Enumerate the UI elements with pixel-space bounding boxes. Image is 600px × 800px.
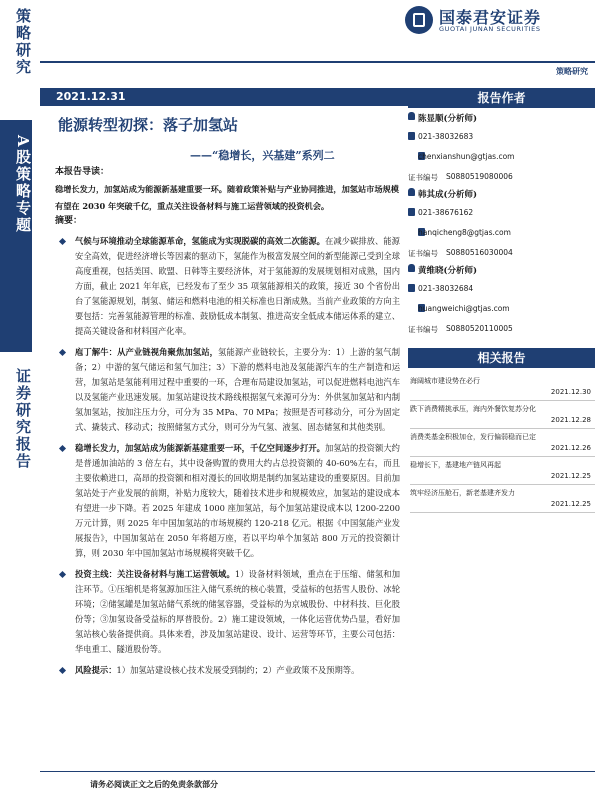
bullet-lead: 庖丁解牛：从产业链视角聚焦加氢站， — [75, 347, 219, 357]
author-cert-label: 证书编号 — [408, 325, 438, 334]
related-report-date: 2021.12.25 — [550, 500, 591, 508]
header-divider — [40, 61, 595, 63]
report-date: 2021.12.31 — [56, 90, 126, 103]
author-name: 陈显顺(分析师) — [418, 114, 478, 124]
summary-bullet — [55, 345, 400, 435]
bullet-diamond-icon — [59, 571, 66, 578]
brand-mark-icon — [405, 6, 433, 34]
phone-icon — [408, 284, 415, 292]
related-report-date: 2021.12.25 — [550, 472, 591, 480]
summary-bullet — [55, 663, 400, 678]
authors-heading: 报告作者 — [408, 88, 595, 108]
summary-bullet — [55, 567, 400, 657]
author-cert-number: S0880520110005 — [446, 324, 513, 333]
author-cert-label: 证书编号 — [408, 173, 438, 182]
report-body — [55, 165, 400, 678]
footer-divider — [40, 771, 595, 772]
related-divider — [410, 484, 595, 485]
report-subtitle: ——“稳增长，兴基建”系列二 — [190, 149, 335, 162]
sidebar-top-label: 策略研究 — [14, 8, 32, 76]
related-report-title[interactable]: 海阔城市建设势在必行 — [410, 377, 480, 385]
phone-icon — [408, 132, 415, 140]
author-phone: 021-38032684 — [418, 284, 474, 293]
author-email[interactable]: hanqicheng8@gtjas.com — [418, 228, 511, 237]
summary-label: 摘要： — [55, 216, 83, 226]
brand-name-en: GUOTAI JUNAN SECURITIES — [439, 25, 541, 33]
related-divider — [410, 400, 595, 401]
footer-disclaimer: 请务必阅读正文之后的免责条款部分 — [90, 779, 218, 789]
brand-name-cn: 国泰君安证券 — [439, 8, 542, 27]
author-cert-label: 证书编号 — [408, 249, 438, 258]
author-email[interactable]: huangweichi@gtjas.com — [418, 304, 510, 313]
bullet-lead: 投资主线：关注设备材料与施工运营领域。 — [75, 569, 235, 579]
bullet-text: 1）加氢站建设核心技术发展受到制约；2）产业政策不及预期等。 — [116, 665, 360, 675]
author-phone: 021-38676162 — [418, 208, 474, 217]
bullet-text: 在减少碳排放、能源安全高效，促进经济增长等因素的驱动下，氢能作为极富发展空间的新型能源己受到全球高度重视，包括美国、欧盟、日韩等主要经济体，对于氢能源的发展规划相对成熟，国内方面，截止 2021 年年底，已经发布了至少 35 项氢能源相关的政策，接近 30 个省份出台了氢能源规划，制氢、储运和燃料电池的相关标准也日渐成熟。当前产业政策的方向主要包括：完善氢能源管理的标准、鼓励低成本制氢、推进高安全低成本储运体系的建立、提高关键设备和材料国产化率。 — [75, 236, 400, 336]
author-name: 黄维晓(分析师) — [418, 266, 478, 276]
person-icon — [408, 112, 415, 120]
summary-bullet — [55, 441, 400, 561]
guide-text: 稳增长发力，加氢站成为能源新基建重要一环。随着政策补贴与产业协同推进，加氢站市场规模有望在 2030 年突破千亿，重点关注设备材料与施工运营领域的投资机会。 — [55, 184, 399, 211]
author-phone: 021-38032683 — [418, 132, 474, 141]
person-icon — [408, 264, 415, 272]
report-category: 策略研究 — [556, 67, 588, 76]
bullet-text: 1）设备材料领域，重点在于压缩、储氢和加注环节。①压缩机是将氢源加压注入储气系统的核心装置，受益标的包括雪人股份、冰轮环境；②储氢罐是加氢站储气系统的储氢容器，受益标的为京城股份、中材科技、巨化股份等；③加氢设备受益标的厚普股份。2）施工建设领域，一体化运营优势凸显，看好加氢站核心装备提供商。具体来看，涉及加氢站建设、设计、运营等环节，主要公司包括：华电重工、隧道股份等。 — [75, 569, 400, 654]
bullet-text: 加氢站的投资额大约是普通加油站的 3 倍左右，其中设备购置的费用大约占总投资额的 40-60%左右，而且主要依赖进口，高昂的投资额和相对漫长的回收期是制约加氢站建设的重要原因。目前加氢站处于产业发展的前期，补贴力度较大，随着技术进步和规模效应，加氢站的建设成本有望进一步下降。若 2025 年建成 1000 座加氢站，每个加氢站建设成本以 1200-2200 万元计算，则 2025 年中国加氢站的市场规模约 120-218 亿元。根据《中国氢能产业发展报告》，中国加氢站在 2050 年将超万座，若以平均单个加氢站 800 万元的投资额计算，则 2030 年中国加氢站市场规模将突破千亿。 — [75, 443, 400, 558]
left-sidebar — [0, 0, 32, 800]
author-cert-number: S0880519080006 — [446, 172, 513, 181]
guide-label: 本报告导读： — [55, 167, 110, 177]
bullet-lead: 稳增长发力，加氢站成为能源新基建重要一环，千亿空间逐步打开。 — [75, 443, 326, 453]
related-divider — [410, 456, 595, 457]
summary-bullet — [55, 234, 400, 339]
related-report-title[interactable]: 消费类基金积极加仓，发行偏弱稳而已定 — [410, 433, 536, 441]
related-divider — [410, 428, 595, 429]
author-cert-number: S0880516030004 — [446, 248, 513, 257]
bullet-diamond-icon — [59, 667, 66, 674]
person-icon — [408, 188, 415, 196]
phone-icon — [408, 208, 415, 216]
related-heading: 相关报告 — [408, 348, 595, 368]
related-report-title[interactable]: 跌下消费精挑承压，海内外餐饮复苏分化 — [410, 405, 536, 413]
sidebar-mid-label: A股策略专题 — [14, 135, 32, 234]
bullet-lead: 气候与环境推动全球能源革命，氢能成为实现脱碳的高效二次能源。 — [75, 236, 326, 246]
related-report-date: 2021.12.28 — [550, 416, 591, 424]
bullet-lead: 风险提示： — [75, 665, 117, 675]
related-divider — [410, 512, 595, 513]
sidebar-bottom-label: 证券研究报告 — [14, 368, 32, 470]
bullet-diamond-icon — [59, 238, 66, 245]
brand-logo — [405, 4, 595, 36]
bullet-diamond-icon — [59, 349, 66, 356]
related-report-date: 2021.12.26 — [550, 444, 591, 452]
bullet-text: 氢能源产业链较长，主要分为：1）上游的氢气制备；2）中游的氢气储运和氢气加注；3）下游的燃料电池及氢能源汽车的生产制造和运营，加氢站是氢能利用过程中重要的一环，合理布局建设加氢站，可以促进燃料电池汽车以及氢能产业迅速发展。加氢站建设技术路线根据氢气来源可分为：外供氢加氢站和内制氢加氢站，按加注压力分，可分为 35 MPa、70 MPa；按照是否可移动分，可分为固定式、撬装式、移动式；按照储氢方式分，则可分为气氢、液氢、固态储氢和其他类别。 — [75, 347, 400, 432]
related-report-date: 2021.12.30 — [550, 388, 591, 396]
author-name: 韩其成(分析师) — [418, 190, 478, 200]
report-title: 能源转型初探：落子加氢站 — [58, 116, 239, 134]
bullet-diamond-icon — [59, 445, 66, 452]
author-email[interactable]: chenxianshun@gtjas.com — [418, 152, 515, 161]
date-bar — [40, 88, 440, 106]
related-report-title[interactable]: 稳增长下，基建地产链风再起 — [410, 461, 501, 469]
related-report-title[interactable]: 筑牢经济压舱石，新老基建齐发力 — [410, 489, 515, 497]
